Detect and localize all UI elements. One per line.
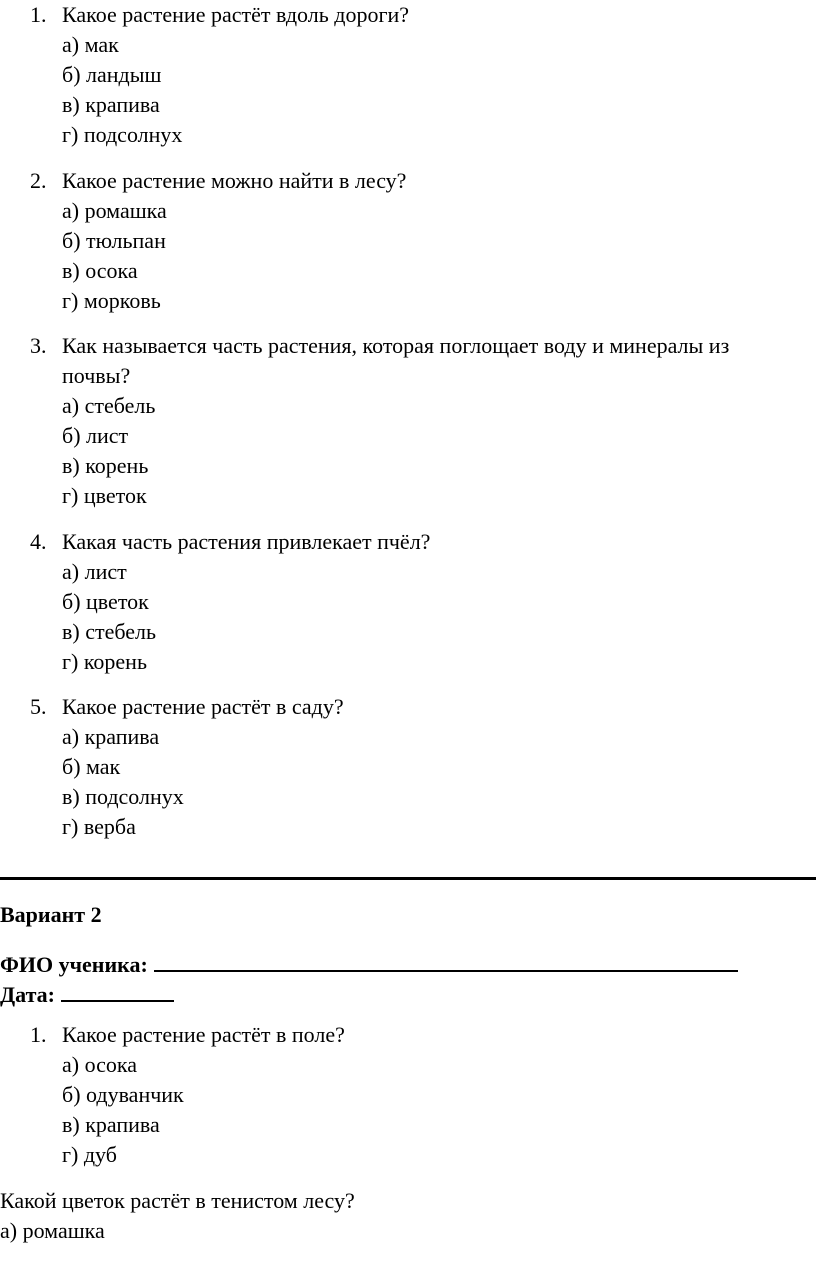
answer-option: в) подсолнух — [62, 784, 184, 809]
question-number: 2. — [30, 168, 47, 193]
question-number: 5. — [30, 694, 47, 719]
question-number: 1. — [30, 2, 47, 27]
answer-option: в) крапива — [62, 92, 160, 117]
question-text-line-2: почвы? — [62, 363, 131, 388]
variant-title: Вариант 2 — [0, 902, 102, 927]
answer-option: б) одуванчик — [62, 1082, 184, 1107]
student-name-label: ФИО ученика: — [0, 952, 148, 977]
answer-option: в) стебель — [62, 619, 157, 644]
answer-option: г) верба — [62, 814, 136, 839]
question-3 — [0, 331, 816, 511]
answer-option: в) осока — [62, 258, 138, 283]
question-text: Какое растение растёт в саду? — [62, 694, 344, 719]
answer-option: б) мак — [62, 754, 121, 779]
student-name-row — [0, 948, 738, 978]
answer-option: в) корень — [62, 453, 149, 478]
answer-option: г) подсолнух — [62, 122, 183, 147]
answer-option: б) ландыш — [62, 62, 162, 87]
question-text: Какое растение растёт в поле? — [62, 1022, 345, 1047]
question-2 — [0, 166, 816, 316]
answer-option: а) крапива — [62, 724, 160, 749]
answer-option: а) мак — [62, 32, 119, 57]
question-text: Какое растение можно найти в лесу? — [62, 168, 407, 193]
question-text: Какое растение растёт вдоль дороги? — [62, 2, 410, 27]
answer-option: б) цветок — [62, 589, 149, 614]
question-text: Какая часть растения привлекает пчёл? — [62, 529, 431, 554]
student-name-blank[interactable] — [154, 948, 738, 972]
date-label: Дата: — [0, 982, 55, 1007]
question-5 — [0, 692, 816, 842]
question-number: 3. — [30, 333, 47, 358]
question-number: 1. — [30, 1022, 47, 1047]
answer-option: г) дуб — [62, 1142, 117, 1167]
extra-answer-option: а) ромашка — [0, 1218, 105, 1243]
variant2-question-1 — [0, 1020, 816, 1170]
answer-option: г) морковь — [62, 288, 161, 313]
question-1 — [0, 0, 816, 150]
answer-option: а) лист — [62, 559, 127, 584]
date-blank[interactable] — [61, 978, 174, 1002]
question-text-line-1: Как называется часть растения, которая поглощает воду и минералы из — [62, 333, 730, 358]
question-4 — [0, 527, 816, 677]
extra-question-text: Какой цветок растёт в тенистом лесу? — [0, 1188, 355, 1213]
answer-option: б) тюльпан — [62, 228, 166, 253]
answer-option: а) ромашка — [62, 198, 167, 223]
date-row — [0, 978, 174, 1008]
answer-option: г) корень — [62, 649, 147, 674]
answer-option: в) крапива — [62, 1112, 160, 1137]
question-number: 4. — [30, 529, 47, 554]
answer-option: а) стебель — [62, 393, 156, 418]
answer-option: г) цветок — [62, 483, 147, 508]
section-divider — [0, 877, 816, 880]
answer-option: а) осока — [62, 1052, 138, 1077]
answer-option: б) лист — [62, 423, 129, 448]
